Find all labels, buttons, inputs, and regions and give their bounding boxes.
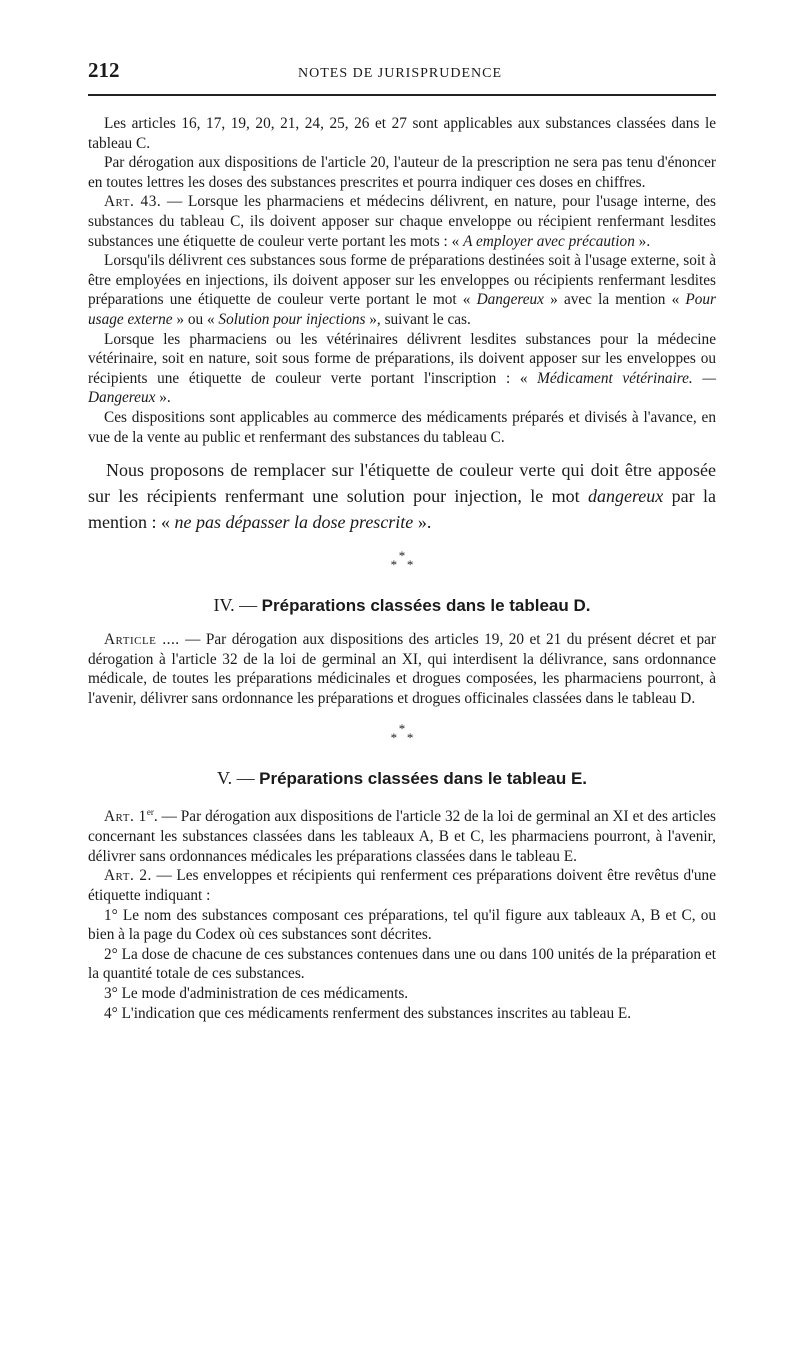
- paragraph-dispositions: Ces dispositions sont applicables au commerce des médicaments préparés et divisés à l'avance, en vue de la vente au public et renfermant des substances du tableau C.: [88, 408, 716, 446]
- page-header: [88, 58, 716, 96]
- article-label: Art. 43.: [104, 193, 162, 211]
- commentary-paragraph: Nous proposons de remplacer sur l'étiquette de couleur verte qui doit être apposée sur les récipients renfermant une solution pour injection, le mot dangereux par la mention : « ne pas dépasser la dose prescrite ».: [88, 460, 716, 533]
- list-item: 1° Le nom des substances composant ces préparations, tel qu'il figure aux tableaux A, B et C, ou bien à la page du Codex où ces substances sont décrites.: [88, 906, 716, 944]
- asterism-divider: * * *: [390, 721, 414, 746]
- paragraph-art-43: Art. 43. — Lorsque les pharmaciens et médecins délivrent, en nature, pour l'usage interne, des substances du tableau C, ils doivent apposer sur chaque enveloppe ou récipient renfermant lesdites substances une étiquette de couleur verte portant les mots : « A employer avec précaution ».: [88, 193, 717, 250]
- list-item: 2° La dose de chacune de ces substances contenues dans une ou dans 100 unités de la préparation et la quantité totale de ces substances.: [88, 945, 716, 983]
- asterism-divider: * * *: [390, 548, 414, 573]
- tableau-c-block: [88, 114, 716, 447]
- paragraph-veterinaire: Lorsque les pharmaciens ou les vétérinaires délivrent lesdites substances pour la médecine vétérinaire, soit en nature, soit sous forme de préparations, ils doivent apposer sur les enveloppes ou récipients une étiquette de couleur verte portant l'inscription : « Médicament vétérinaire. — Dangereux ».: [88, 330, 716, 407]
- paragraph-art-1: Art. 1er. — Par dérogation aux dispositions de l'article 32 de la loi de germinal an XI et des articles concernant les substances classées dans les tableaux A, B et C, les pharmaciens pourront, à l'avenir, délivrer sans ordonnances médicales les préparations classées dans le tableau E.: [88, 807, 716, 865]
- section-iv-title: IV. — Préparations classées dans le tableau D.: [213, 595, 591, 616]
- article-label: Article ....: [104, 631, 180, 649]
- paragraph-articles: Les articles 16, 17, 19, 20, 21, 24, 25, 26 et 27 sont applicables aux substances classées dans le tableau C.: [88, 115, 716, 152]
- list-item: 4° L'indication que ces médicaments renferment des substances inscrites au tableau E.: [104, 1004, 632, 1022]
- section-v-title: V. — Préparations classées dans le tableau E.: [216, 768, 588, 789]
- article-label: Art. 1: [104, 808, 147, 826]
- paragraph-section-iv: Article .... — Par dérogation aux dispositions des articles 19, 20 et 21 du présent décret et par dérogation à l'article 32 de la loi de germinal an XI, qui interdisent la délivrance, sans ordonnance médicale, de toutes les préparations médicinales et drogues composées, les pharmaciens pourront, à l'avenir, délivrer sans ordonnance les préparations et drogues officinales classées dans le tableau D.: [88, 631, 716, 707]
- article-label: Art. 2.: [104, 867, 152, 885]
- paragraph-art-2: Art. 2. — Les enveloppes et récipients qui renferment ces préparations doivent être revêtus d'une étiquette indiquant :: [88, 867, 716, 904]
- paragraph-derogation: Par dérogation aux dispositions de l'article 20, l'auteur de la prescription ne sera pas tenu d'énoncer en toutes lettres les doses des substances prescrites et pourra indiquer ces doses en chiffres.: [88, 154, 716, 191]
- running-title: NOTES DE JURISPRUDENCE: [298, 66, 503, 81]
- list-item: 3° Le mode d'administration de ces médicaments.: [104, 984, 409, 1002]
- page-number: 212: [88, 58, 120, 82]
- document-page: [88, 58, 716, 1023]
- paragraph-usage-externe: Lorsqu'ils délivrent ces substances sous forme de préparations destinées soit à l'usage externe, soit à être employées en injections, ils doivent apposer sur les enveloppes ou récipients renfermant lesdites préparations une étiquette de couleur verte portant le mot « Dangereux » avec la mention « Pour usage externe » ou « Solution pour injections », suivant le cas.: [88, 252, 716, 328]
